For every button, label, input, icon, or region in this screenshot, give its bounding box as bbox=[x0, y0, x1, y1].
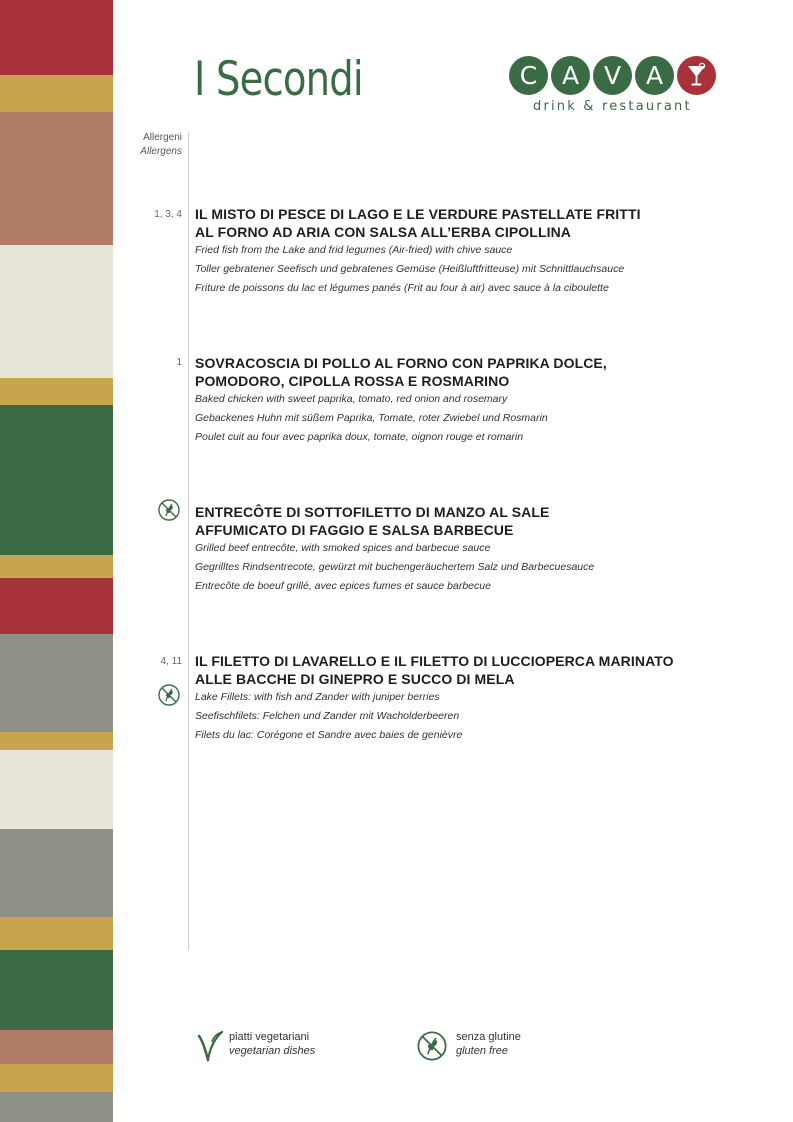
logo-letter: V bbox=[593, 56, 632, 95]
legend-vegetarian bbox=[229, 1030, 315, 1058]
logo-letter: A bbox=[551, 56, 590, 95]
allergens-label-en: Allergens bbox=[140, 146, 182, 157]
stripe bbox=[0, 1030, 113, 1064]
allergens-header bbox=[140, 131, 182, 159]
stripe bbox=[0, 950, 113, 1030]
menu-item bbox=[195, 205, 755, 298]
item-description-fr: Friture de poissons du lac et légumes panés (Frit au four à air) avec sauce à la ciboulette bbox=[195, 282, 609, 294]
legend-gluten-free-it: senza glutine bbox=[456, 1031, 521, 1043]
logo-subtitle: drink & restaurant bbox=[533, 99, 692, 114]
item-name-line: ALLE BACCHE DI GINEPRO E SUCCO DI MELA bbox=[195, 671, 515, 687]
item-description-en: Fried fish from the Lake and frid legumes (Air-fried) with chive sauce bbox=[195, 244, 513, 256]
menu-item bbox=[195, 652, 755, 745]
item-description-en: Grilled beef entrecôte, with smoked spices and barbecue sauce bbox=[195, 542, 491, 554]
stripe bbox=[0, 0, 113, 75]
item-description-en: Lake Fillets: with fish and Zander with juniper berries bbox=[195, 691, 440, 703]
menu-item bbox=[195, 354, 755, 447]
gluten-free-icon bbox=[158, 499, 180, 521]
decorative-stripes bbox=[0, 0, 113, 1122]
item-description-en: Baked chicken with sweet paprika, tomato, red onion and rosemary bbox=[195, 393, 508, 405]
gluten-free-icon bbox=[158, 684, 180, 706]
stripe bbox=[0, 112, 113, 245]
stripe bbox=[0, 1092, 113, 1122]
stripe bbox=[0, 732, 113, 750]
gluten-free-icon bbox=[417, 1031, 447, 1061]
stripe bbox=[0, 378, 113, 405]
item-description-fr: Entrecôte de boeuf grillé, avec epices fumes et sauce barbecue bbox=[195, 580, 491, 592]
stripe bbox=[0, 405, 113, 555]
legend-gluten-free bbox=[456, 1030, 521, 1058]
stripe bbox=[0, 917, 113, 950]
stripe bbox=[0, 555, 113, 578]
stripe bbox=[0, 634, 113, 732]
stripe bbox=[0, 245, 113, 378]
allergens-label-it: Allergeni bbox=[143, 132, 182, 143]
item-name-line: POMODORO, CIPOLLA ROSSA E ROSMARINO bbox=[195, 373, 510, 389]
item-allergens: 4, 11 bbox=[160, 656, 182, 667]
item-name-line: IL MISTO DI PESCE DI LAGO E LE VERDURE PASTELLATE FRITTI bbox=[195, 206, 641, 222]
item-allergens: 1, 3, 4 bbox=[154, 209, 182, 220]
item-name-line: ENTRECÔTE DI SOTTOFILETTO DI MANZO AL SALE bbox=[195, 504, 550, 520]
logo-letter: C bbox=[509, 56, 548, 95]
stripe bbox=[0, 829, 113, 917]
stripe bbox=[0, 750, 113, 829]
cava-logo bbox=[509, 56, 719, 116]
legend-gluten-free-en: gluten free bbox=[456, 1045, 508, 1057]
item-name-line: SOVRACOSCIA DI POLLO AL FORNO CON PAPRIKA DOLCE, bbox=[195, 355, 607, 371]
item-description-fr: Poulet cuit au four avec paprika doux, tomate, oignon rouge et romarin bbox=[195, 431, 524, 443]
page-title: I Secondi bbox=[194, 52, 363, 107]
item-description-de: Seefischfilets: Felchen und Zander mit Wacholderbeeren bbox=[195, 710, 460, 722]
item-description-fr: Filets du lac: Corégone et Sandre avec baies de genièvre bbox=[195, 729, 463, 741]
logo-letter: A bbox=[635, 56, 674, 95]
stripe bbox=[0, 1064, 113, 1092]
column-divider bbox=[188, 132, 189, 950]
stripe bbox=[0, 578, 113, 634]
menu-item bbox=[195, 503, 755, 596]
item-description-de: Gegrilltes Rindsentrecote, gewürzt mit buchengeräuchertem Salz und Barbecuesauce bbox=[195, 561, 595, 573]
legend-vegetarian-it: piatti vegetariani bbox=[229, 1031, 310, 1043]
item-name-line: AFFUMICATO DI FAGGIO E SALSA BARBECUE bbox=[195, 522, 514, 538]
item-description-de: Gebackenes Huhn mit süßem Paprika, Tomate, roter Zwiebel und Rosmarin bbox=[195, 412, 548, 424]
stripe bbox=[0, 75, 113, 112]
item-description-de: Toller gebratener Seefisch und gebratenes Gemüse (Heißluftfritteuse) mit Schnittlauchsauce bbox=[195, 263, 625, 275]
vegetarian-leaf-icon bbox=[196, 1030, 224, 1062]
item-name-line: AL FORNO AD ARIA CON SALSA ALL’ERBA CIPOLLINA bbox=[195, 224, 572, 240]
cocktail-glass-icon bbox=[677, 56, 716, 95]
item-name-line: IL FILETTO DI LAVARELLO E IL FILETTO DI LUCCIOPERCA MARINATO bbox=[195, 653, 674, 669]
legend-vegetarian-en: vegetarian dishes bbox=[229, 1045, 316, 1057]
item-allergens: 1 bbox=[176, 357, 182, 368]
